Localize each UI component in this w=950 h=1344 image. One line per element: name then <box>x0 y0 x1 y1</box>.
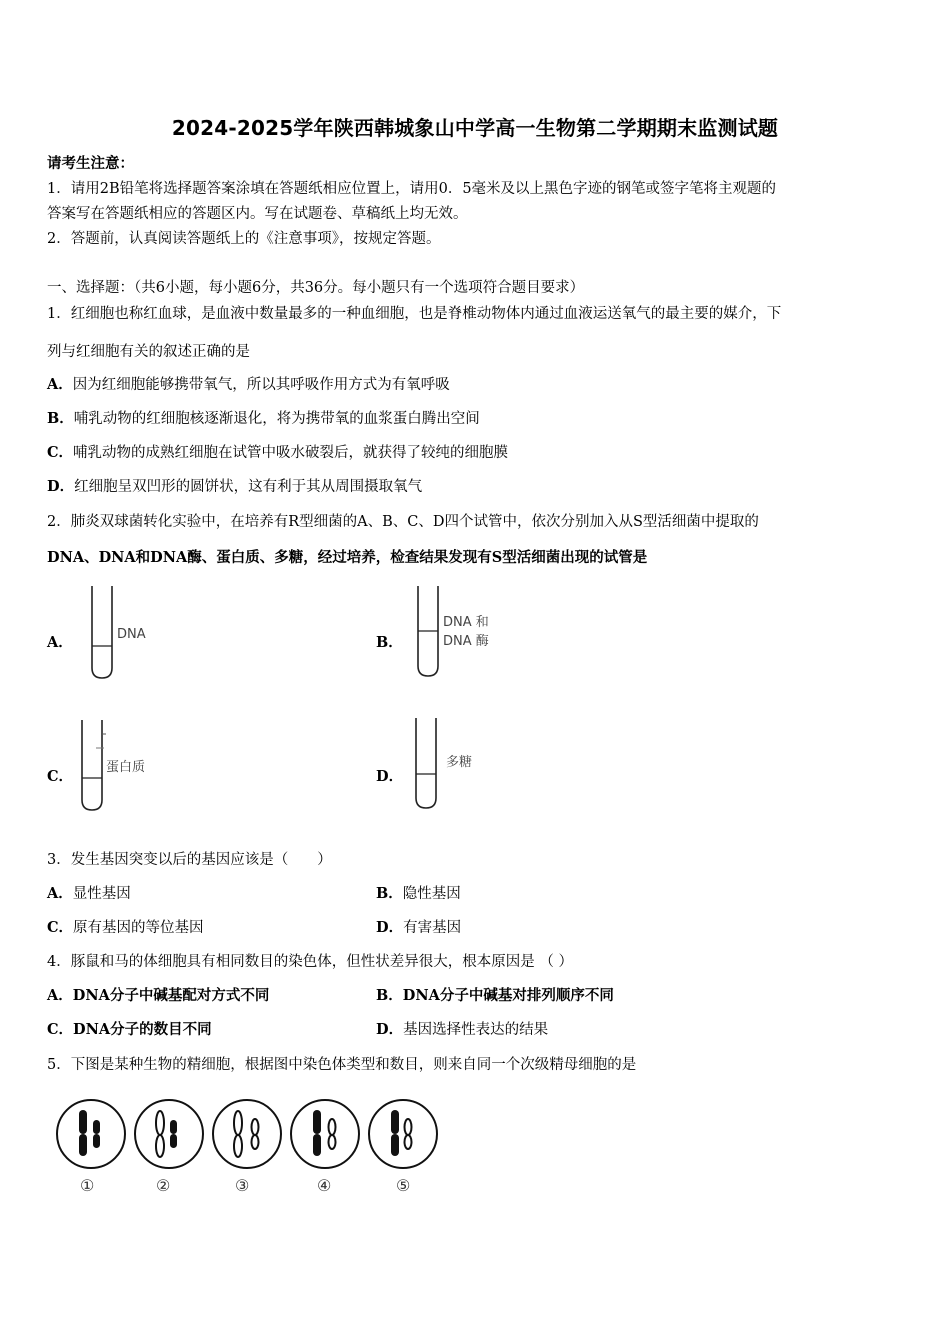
q4-option-c: C．DNA分子的数目不同 <box>47 1021 212 1038</box>
q2-stem-line-2: DNA、DNA和DNA酶、蛋白质、多糖，经过培养，检查结果发现有S型活细菌出现的试管是 <box>47 549 648 566</box>
cell-4 <box>291 1100 359 1168</box>
notice-line-1: 1．请用2B铅笔将选择题答案涂填在答题纸相应位置上，请用0．5毫米及以上黑色字迹的钢笔或签字笔将主观题的 <box>47 181 777 197</box>
page-title: 2024-2025学年陕西韩城象山中学高一生物第二学期期末监测试题 <box>171 116 779 140</box>
cell-1 <box>57 1100 125 1168</box>
q4-stem: 4．豚鼠和马的体细胞具有相同数目的染色体，但性状差异很大，根本原因是 （ ） <box>47 954 573 970</box>
q1-option-d: D．红细胞呈双凹形的圆饼状，这有利于其从周围摄取氧气 <box>47 478 423 495</box>
cell-label-3: ③ <box>235 1176 250 1195</box>
q3-option-c: C．原有基因的等位基因 <box>47 919 204 936</box>
q4-option-b: B．DNA分子中碱基对排列顺序不同 <box>376 987 614 1004</box>
q2-option-d-label: D． <box>376 768 404 785</box>
q4-option-d: D．基因选择性表达的结果 <box>376 1021 549 1038</box>
cell-label-2: ② <box>156 1176 171 1195</box>
q3-option-a: A．显性基因 <box>47 885 131 902</box>
q2-option-a-label: A． <box>47 634 73 651</box>
q1-option-b: B．哺乳动物的红细胞核逐渐退化，将为携带氧的血浆蛋白腾出空间 <box>47 410 480 427</box>
tube-b-label-line-2: DNA 酶 <box>443 634 489 649</box>
q2-option-b-label: B． <box>376 634 403 651</box>
q1-stem-line-1: 1．红细胞也称红血球，是血液中数量最多的一种血细胞，也是脊椎动物体内通过血液运送氧气的最主要的媒介，下 <box>47 306 782 322</box>
section-heading: 一、选择题：（共6小题，每小题6分，共36分。每小题只有一个选项符合题目要求） <box>47 280 585 296</box>
cell-label-4: ④ <box>317 1176 332 1195</box>
q3-option-b: B．隐性基因 <box>376 885 461 902</box>
test-tube-d <box>412 718 442 814</box>
q1-stem-line-2: 列与红细胞有关的叙述正确的是 <box>47 344 250 360</box>
q4-option-a: A．DNA分子中碱基配对方式不同 <box>47 987 270 1004</box>
notice-line-3: 2．答题前，认真阅读答题纸上的《注意事项》，按规定答题。 <box>47 231 441 247</box>
tube-c-label: 蛋白质 <box>106 760 146 775</box>
q3-stem: 3．发生基因突变以后的基因应该是（ ） <box>47 852 332 868</box>
notice-heading: 请考生注意： <box>47 155 134 172</box>
q2-option-c-label: C． <box>47 768 74 785</box>
cell-label-1: ① <box>80 1176 95 1195</box>
sperm-cells-figure <box>55 1096 445 1180</box>
tube-d-label: 多糖 <box>446 755 473 770</box>
q2-stem-line-1: 2．肺炎双球菌转化实验中，在培养有R型细菌的A、B、C、D四个试管中，依次分别加入从S型活细菌中提取的 <box>47 514 759 530</box>
cell-label-5: ⑤ <box>396 1176 411 1195</box>
cell-3 <box>213 1100 281 1168</box>
cell-5 <box>369 1100 437 1168</box>
test-tube-b <box>414 586 444 682</box>
tube-a-label: DNA <box>117 627 146 642</box>
test-tube-c <box>78 720 108 816</box>
q1-option-a: A．因为红细胞能够携带氧气，所以其呼吸作用方式为有氧呼吸 <box>47 376 450 393</box>
notice-line-2: 答案写在答题纸相应的答题区内。写在试题卷、草稿纸上均无效。 <box>47 206 468 222</box>
q3-option-d: D．有害基因 <box>376 919 462 936</box>
q5-stem: 5．下图是某种生物的精细胞，根据图中染色体类型和数目，则来自同一个次级精母细胞的是 <box>47 1057 637 1073</box>
cell-2 <box>135 1100 203 1168</box>
q1-option-c: C．哺乳动物的成熟红细胞在试管中吸水破裂后，就获得了较纯的细胞膜 <box>47 444 509 461</box>
tube-b-label-line-1: DNA 和 <box>443 615 489 630</box>
test-tube-a <box>88 586 118 682</box>
